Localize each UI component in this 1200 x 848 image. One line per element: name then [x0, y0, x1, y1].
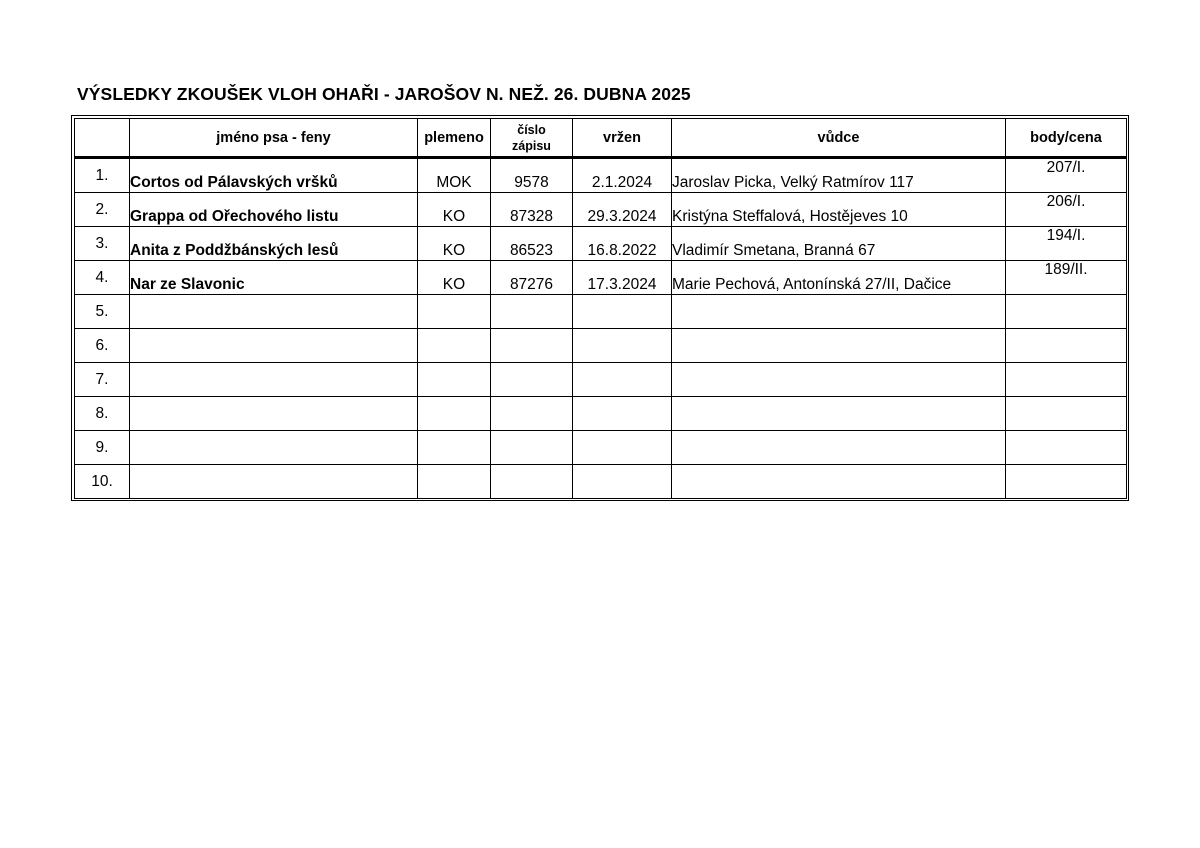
born-cell: 16.8.2022: [573, 227, 672, 261]
dog-name-cell: [130, 363, 418, 397]
row-number: 2.: [75, 193, 130, 227]
header-breed: plemeno: [418, 119, 491, 158]
born-cell: [573, 465, 672, 499]
header-dog-name: jméno psa - feny: [130, 119, 418, 158]
header-registration: [491, 119, 573, 158]
dog-name-cell: Cortos od Pálavských vršků: [130, 158, 418, 193]
table-row: [75, 261, 1127, 295]
born-cell: [573, 397, 672, 431]
score-cell: [1006, 431, 1127, 465]
score-cell: [1006, 465, 1127, 499]
handler-cell: [672, 295, 1006, 329]
breed-cell: [418, 295, 491, 329]
registration-cell: [491, 363, 573, 397]
table-row: [75, 158, 1127, 193]
dog-name-cell: [130, 295, 418, 329]
row-number: 3.: [75, 227, 130, 261]
handler-cell: Marie Pechová, Antonínská 27/II, Dačice: [672, 261, 1006, 295]
row-number: 4.: [75, 261, 130, 295]
table-row: [75, 193, 1127, 227]
dog-name-cell: [130, 329, 418, 363]
breed-cell: KO: [418, 261, 491, 295]
row-number: 9.: [75, 431, 130, 465]
row-number: 6.: [75, 329, 130, 363]
table-row: [75, 465, 1127, 499]
handler-cell: [672, 431, 1006, 465]
born-cell: [573, 363, 672, 397]
breed-cell: [418, 397, 491, 431]
breed-cell: KO: [418, 227, 491, 261]
born-cell: 29.3.2024: [573, 193, 672, 227]
results-table: [74, 118, 1127, 499]
score-cell: [1006, 295, 1127, 329]
born-cell: [573, 295, 672, 329]
table-row: [75, 295, 1127, 329]
score-cell: [1006, 397, 1127, 431]
header-row: [75, 119, 1127, 158]
row-number: 5.: [75, 295, 130, 329]
header-number: [75, 119, 130, 158]
born-cell: 17.3.2024: [573, 261, 672, 295]
breed-cell: [418, 329, 491, 363]
registration-cell: [491, 431, 573, 465]
score-cell: 194/I.: [1006, 227, 1127, 261]
breed-cell: KO: [418, 193, 491, 227]
registration-cell: 87328: [491, 193, 573, 227]
registration-cell: 86523: [491, 227, 573, 261]
born-cell: [573, 431, 672, 465]
dog-name-cell: Grappa od Ořechového listu: [130, 193, 418, 227]
header-born: vržen: [573, 119, 672, 158]
registration-cell: [491, 397, 573, 431]
registration-cell: [491, 295, 573, 329]
registration-cell: 9578: [491, 158, 573, 193]
row-number: 7.: [75, 363, 130, 397]
dog-name-cell: [130, 397, 418, 431]
breed-cell: MOK: [418, 158, 491, 193]
header-registration-line2: zápisu: [512, 138, 551, 153]
registration-cell: 87276: [491, 261, 573, 295]
score-cell: [1006, 363, 1127, 397]
born-cell: 2.1.2024: [573, 158, 672, 193]
handler-cell: [672, 329, 1006, 363]
registration-cell: [491, 465, 573, 499]
row-number: 1.: [75, 158, 130, 193]
dog-name-cell: Anita z Poddžbánských lesů: [130, 227, 418, 261]
score-cell: 206/I.: [1006, 193, 1127, 227]
score-cell: 189/II.: [1006, 261, 1127, 295]
dog-name-cell: [130, 431, 418, 465]
score-cell: [1006, 329, 1127, 363]
table-row: [75, 363, 1127, 397]
header-registration-line1: číslo: [517, 122, 546, 137]
handler-cell: Jaroslav Picka, Velký Ratmírov 117: [672, 158, 1006, 193]
breed-cell: [418, 465, 491, 499]
handler-cell: Vladimír Smetana, Branná 67: [672, 227, 1006, 261]
table-row: [75, 329, 1127, 363]
dog-name-cell: [130, 465, 418, 499]
registration-cell: [491, 329, 573, 363]
handler-cell: [672, 465, 1006, 499]
page-title: VÝSLEDKY ZKOUŠEK VLOH OHAŘI - JAROŠOV N. NEŽ. 26. DUBNA 2025: [77, 84, 691, 104]
breed-cell: [418, 363, 491, 397]
handler-cell: Kristýna Steffalová, Hostějeves 10: [672, 193, 1006, 227]
dog-name-cell: Nar ze Slavonic: [130, 261, 418, 295]
row-number: 10.: [75, 465, 130, 499]
row-number: 8.: [75, 397, 130, 431]
handler-cell: [672, 397, 1006, 431]
table-row: [75, 397, 1127, 431]
header-score: body/cena: [1006, 119, 1127, 158]
born-cell: [573, 329, 672, 363]
breed-cell: [418, 431, 491, 465]
header-handler: vůdce: [672, 119, 1006, 158]
score-cell: 207/I.: [1006, 158, 1127, 193]
table-row: [75, 431, 1127, 465]
handler-cell: [672, 363, 1006, 397]
table-row: [75, 227, 1127, 261]
